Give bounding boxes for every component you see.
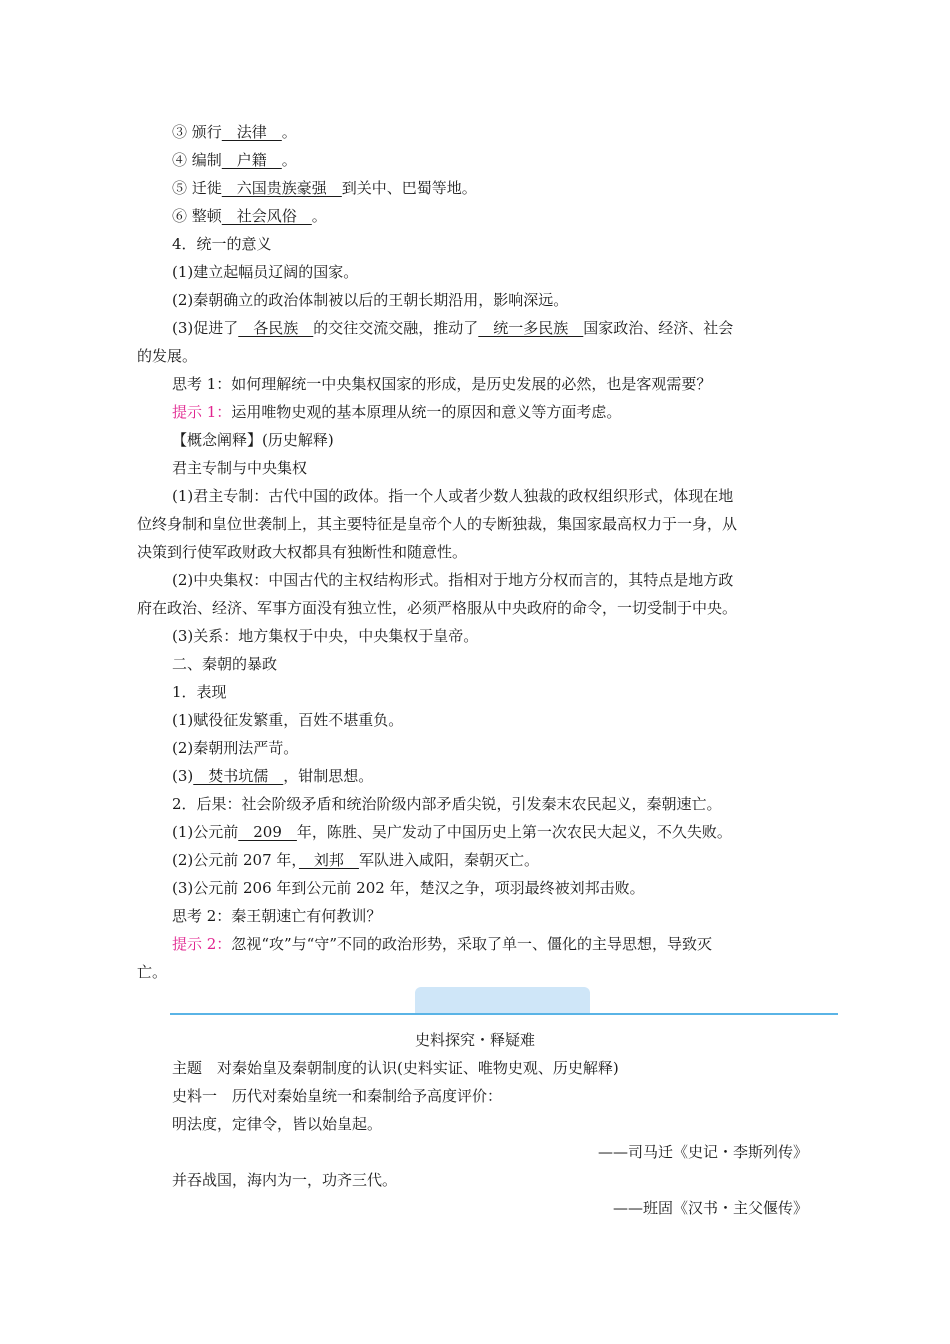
answer-blank: 各民族 (238, 319, 314, 337)
hint-label: 提示 1： (172, 403, 232, 421)
list-item: ⑥ 整顿 社会风俗 。 (172, 207, 327, 225)
concept-title: 君主专制与中央集权 (172, 459, 308, 477)
paragraph: (2)中央集权：中国古代的主权结构形式。指相对于地方分权而言的，其特点是地方政 (172, 571, 734, 589)
paragraph: 2．后果：社会阶级矛盾和统治阶级内部矛盾尖锐，引发秦末农民起义，秦朝速亡。 (172, 795, 722, 813)
section-divider (170, 1013, 838, 1015)
paragraph: (3)公元前 206 年到公元前 202 年，楚汉之争，项羽最终被刘邦击败。 (172, 879, 645, 897)
section-heading: 二、秦朝的暴政 (172, 655, 278, 673)
quote: 明法度，定律令，皆以始皇起。 (172, 1115, 383, 1133)
answer-blank: 社会风俗 (221, 207, 312, 225)
paragraph: (3) 焚书坑儒 ，钳制思想。 (172, 767, 374, 785)
answer-blank: 统一多民族 (478, 319, 584, 337)
list-item: ③ 颁行 法律 。 (172, 123, 297, 141)
source-heading: 史料一 历代对秦始皇统一和秦制给予高度评价： (172, 1087, 503, 1105)
hint-label: 提示 2： (172, 935, 232, 953)
paragraph: 位终身制和皇位世袭制上，其主要特征是皇帝个人的专断独裁，集国家最高权力于一身，从 (137, 515, 738, 533)
list-item: ⑤ 迁徙 六国贵族豪强 到关中、巴蜀等地。 (172, 179, 477, 197)
citation: ——班固《汉书・主父偃传》 (612, 1199, 808, 1217)
list-item: ④ 编制 户籍 。 (172, 151, 297, 169)
question: 思考 2：秦王朝速亡有何教训？ (172, 907, 382, 925)
answer-blank: 刘邦 (298, 851, 359, 869)
question: 思考 1：如何理解统一中央集权国家的形成，是历史发展的必然，也是客观需要？ (172, 375, 712, 393)
answer-blank: 法律 (221, 123, 282, 141)
paragraph: 亡。 (137, 963, 168, 981)
answer-blank: 户籍 (221, 151, 282, 169)
paragraph: (1)建立起幅员辽阔的国家。 (172, 263, 359, 281)
answer-blank: 209 (238, 823, 297, 841)
paragraph: (1)赋役征发繁重，百姓不堪重负。 (172, 711, 404, 729)
answer-blank: 六国贵族豪强 (221, 179, 342, 197)
answer-blank: 焚书坑儒 (193, 767, 284, 785)
hint: 提示 2：忽视“攻”与“守”不同的政治形势，采取了单一、僵化的主导思想，导致灭 (172, 935, 712, 953)
paragraph: 的发展。 (137, 347, 198, 365)
hint: 提示 1：运用唯物史观的基本原理从统一的原因和意义等方面考虑。 (172, 403, 622, 421)
quote: 并吞战国，海内为一，功齐三代。 (172, 1171, 398, 1189)
paragraph: (1)君主专制：古代中国的政体。指一个人或者少数人独裁的政权组织形式，体现在地 (172, 487, 734, 505)
paragraph: 府在政治、经济、军事方面没有独立性，必须严格服从中央政府的命令，一切受制于中央。 (137, 599, 738, 617)
section-banner-tab (415, 987, 590, 1014)
paragraph: (2)秦朝刑法严苛。 (172, 739, 299, 757)
paragraph: (3)促进了 各民族 的交往交流交融，推动了 统一多民族 国家政治、经济、社会 (172, 319, 734, 337)
paragraph: (1)公元前 209 年，陈胜、吴广发动了中国历史上第一次农民大起义，不久失败。 (172, 823, 732, 841)
paragraph: (2)秦朝确立的政治体制被以后的王朝长期沿用，影响深远。 (172, 291, 569, 309)
concept-heading: 【概念阐释】(历史解释) (172, 431, 334, 449)
paragraph: (2)公元前 207 年， 刘邦 军队进入咸阳，秦朝灭亡。 (172, 851, 539, 869)
theme-line: 主题 对秦始皇及秦朝制度的认识(史料实证、唯物史观、历史解释) (172, 1059, 619, 1077)
paragraph: (3)关系：地方集权于中央，中央集权于皇帝。 (172, 627, 479, 645)
section-title: 史料探究・释疑难 (414, 1031, 535, 1049)
paragraph: 决策到行使军政财政大权都具有独断性和随意性。 (137, 543, 468, 561)
heading: 4．统一的意义 (172, 235, 272, 253)
citation: ——司马迁《史记・李斯列传》 (597, 1143, 808, 1161)
heading: 1．表现 (172, 683, 227, 701)
